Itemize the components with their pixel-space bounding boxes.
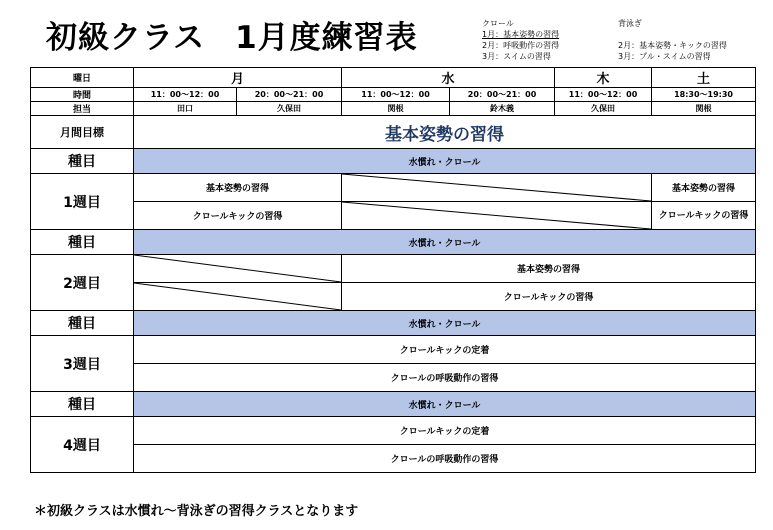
event-label: 種目 bbox=[31, 230, 134, 255]
week1-mon-b: クロールキックの習得 bbox=[134, 202, 342, 230]
time-cell: 20：00～21：00 bbox=[450, 88, 555, 102]
week2-row-a bbox=[31, 255, 756, 283]
event-row bbox=[31, 392, 756, 417]
monthly-goal-value: 基本姿勢の習得 bbox=[134, 116, 756, 149]
week2-row-b bbox=[31, 283, 756, 311]
footer-note: ＊初級クラスは水慣れ～背泳ぎの習得クラスとなります bbox=[34, 504, 359, 519]
day-wed: 水 bbox=[342, 68, 555, 88]
day-row bbox=[31, 68, 756, 88]
time-cell: 18:30～19:30 bbox=[652, 88, 756, 102]
event-row bbox=[31, 230, 756, 255]
crawl-note-month3: 3月：スイムの習得 bbox=[482, 52, 551, 61]
week3-label: 3週目 bbox=[31, 336, 134, 392]
backstroke-notes bbox=[618, 18, 727, 62]
staff-cell: 久保田 bbox=[555, 102, 652, 116]
event-value: 水慣れ・クロール bbox=[134, 230, 756, 255]
backstroke-note-month3: 3月：プル・スイムの習得 bbox=[618, 52, 711, 61]
time-row bbox=[31, 88, 756, 102]
backstroke-note-month2: 2月：基本姿勢・キックの習得 bbox=[618, 41, 727, 50]
event-value: 水慣れ・クロール bbox=[134, 392, 756, 417]
week1-sat-b: クロールキックの習得 bbox=[652, 202, 756, 230]
crawl-notes-head: クロール bbox=[482, 19, 514, 28]
monthly-goal-row bbox=[31, 116, 756, 149]
week4-row-a bbox=[31, 417, 756, 445]
event-value: 水慣れ・クロール bbox=[134, 311, 756, 336]
crawl-note-month1: 1月：基本姿勢の習得 bbox=[482, 30, 560, 39]
week3-row-a bbox=[31, 336, 756, 364]
week1-sat-a: 基本姿勢の習得 bbox=[652, 174, 756, 202]
week3-b: クロールの呼吸動作の習得 bbox=[134, 364, 756, 392]
week4-label: 4週目 bbox=[31, 417, 134, 473]
week2-blank-a bbox=[134, 255, 342, 283]
day-sat: 土 bbox=[652, 68, 756, 88]
week3-row-b bbox=[31, 364, 756, 392]
week1-mon-a: 基本姿勢の習得 bbox=[134, 174, 342, 202]
crawl-note-month2: 2月：呼吸動作の習得 bbox=[482, 41, 560, 50]
week1-row-a bbox=[31, 174, 756, 202]
week1-blank-a bbox=[342, 174, 652, 202]
time-cell: 11：00～12：00 bbox=[134, 88, 237, 102]
practice-table bbox=[30, 67, 756, 473]
time-cell: 20：00～21：00 bbox=[237, 88, 342, 102]
week2-label: 2週目 bbox=[31, 255, 134, 311]
crawl-notes bbox=[482, 18, 559, 62]
staff-row bbox=[31, 102, 756, 116]
week4-row-b bbox=[31, 445, 756, 473]
staff-cell: 鈴木義 bbox=[450, 102, 555, 116]
time-cell: 11：00～12：00 bbox=[342, 88, 450, 102]
event-row bbox=[31, 311, 756, 336]
week2-rest-a: 基本姿勢の習得 bbox=[342, 255, 756, 283]
staff-label: 担当 bbox=[31, 102, 134, 116]
page-title: 初級クラス 1月度練習表 bbox=[46, 20, 418, 56]
staff-cell: 久保田 bbox=[237, 102, 342, 116]
staff-cell: 田口 bbox=[134, 102, 237, 116]
event-label: 種目 bbox=[31, 149, 134, 174]
day-label: 曜日 bbox=[31, 68, 134, 88]
week2-blank-b bbox=[134, 283, 342, 311]
staff-cell: 関根 bbox=[652, 102, 756, 116]
time-cell: 11：00～12：00 bbox=[555, 88, 652, 102]
week2-rest-b: クロールキックの習得 bbox=[342, 283, 756, 311]
day-mon: 月 bbox=[134, 68, 342, 88]
week4-a: クロールキックの定着 bbox=[134, 417, 756, 445]
time-label: 時間 bbox=[31, 88, 134, 102]
day-thu: 木 bbox=[555, 68, 652, 88]
week1-row-b bbox=[31, 202, 756, 230]
staff-cell: 関根 bbox=[342, 102, 450, 116]
event-value: 水慣れ・クロール bbox=[134, 149, 756, 174]
backstroke-notes-head: 背泳ぎ bbox=[618, 19, 642, 28]
week1-blank-b bbox=[342, 202, 652, 230]
event-label: 種目 bbox=[31, 392, 134, 417]
week4-b: クロールの呼吸動作の習得 bbox=[134, 445, 756, 473]
event-label: 種目 bbox=[31, 311, 134, 336]
monthly-goal-label: 月間目標 bbox=[31, 116, 134, 149]
event-row bbox=[31, 149, 756, 174]
week3-a: クロールキックの定着 bbox=[134, 336, 756, 364]
week1-label: 1週目 bbox=[31, 174, 134, 230]
